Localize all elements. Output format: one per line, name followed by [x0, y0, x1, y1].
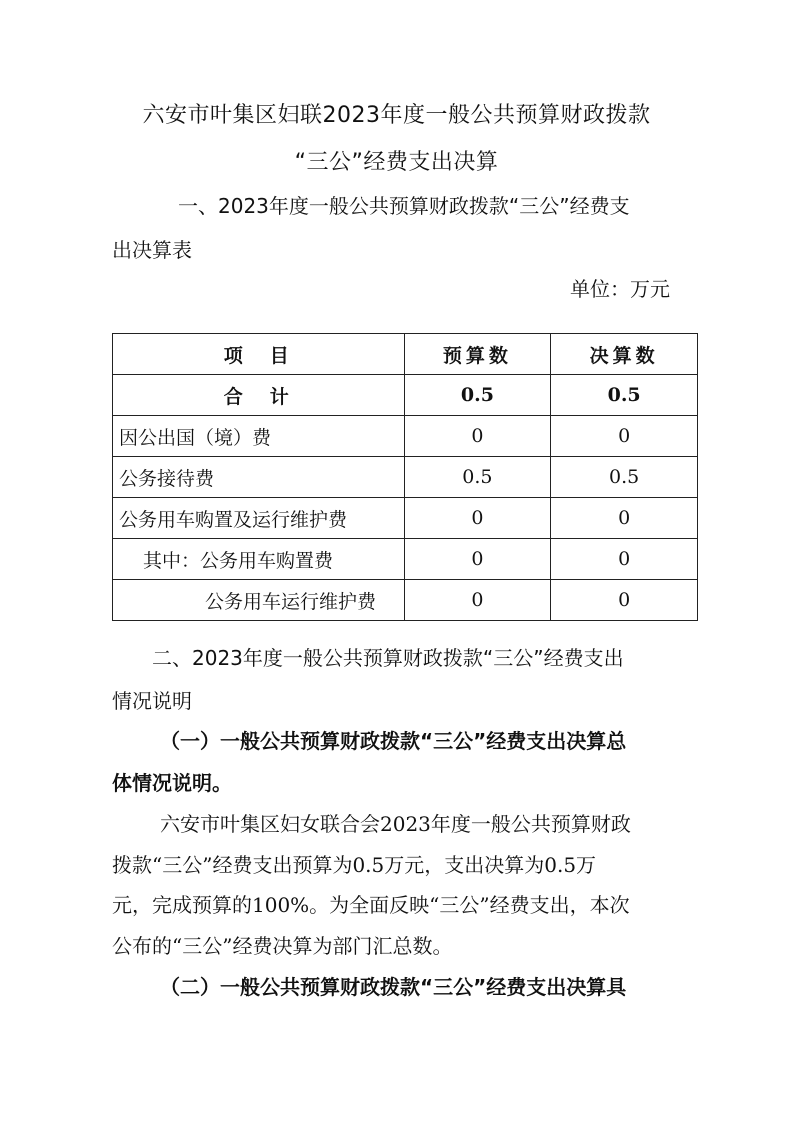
table-total-row — [113, 375, 698, 416]
row-label: 其中：公务用车购置费 — [113, 539, 405, 580]
paragraph-line-3: 元，完成预算的100%。为全面反映“三公”经费支出，本次 — [112, 893, 630, 917]
three-public-expenses-table — [112, 333, 698, 621]
paragraph-line-2: 拨款“三公”经费支出预算为0.5万元，支出决算为0.5万 — [112, 853, 597, 877]
document-title-line-2: “三公”经费支出决算 — [294, 150, 499, 175]
total-label: 合 计 — [113, 375, 405, 416]
row-budget: 0.5 — [404, 457, 551, 498]
section-2-heading-line-2: 情况说明 — [112, 689, 192, 713]
section-1-heading-line-1: 一、2023年度一般公共预算财政拨款“三公”经费支 — [178, 194, 630, 218]
header-item: 项 目 — [113, 334, 405, 375]
section-1-heading-line-2: 出决算表 — [112, 238, 192, 262]
subsection-1-heading-line-2: 体情况说明。 — [112, 771, 232, 795]
row-label: 公务用车运行维护费 — [113, 580, 405, 621]
table-row — [113, 416, 698, 457]
total-budget: 0.5 — [404, 375, 551, 416]
subsection-1-heading-line-1: （一）一般公共预算财政拨款“三公”经费支出决算总 — [160, 729, 627, 753]
row-label: 因公出国（境）费 — [113, 416, 405, 457]
row-final: 0 — [551, 580, 698, 621]
row-final: 0.5 — [551, 457, 698, 498]
row-budget: 0 — [404, 416, 551, 457]
header-budget: 预算数 — [404, 334, 551, 375]
row-budget: 0 — [404, 498, 551, 539]
document-title-line-1: 六安市叶集区妇联2023年度一般公共预算财政拨款 — [142, 103, 651, 128]
paragraph-line-4: 公布的“三公”经费决算为部门汇总数。 — [112, 934, 453, 958]
row-final: 0 — [551, 539, 698, 580]
row-label: 公务接待费 — [113, 457, 405, 498]
section-2-heading-line-1: 二、2023年度一般公共预算财政拨款“三公”经费支出 — [152, 646, 624, 670]
table-row — [113, 457, 698, 498]
row-budget: 0 — [404, 539, 551, 580]
subsection-2-heading-line-1: （二）一般公共预算财政拨款“三公”经费支出决算具 — [160, 975, 627, 999]
row-final: 0 — [551, 498, 698, 539]
row-budget: 0 — [404, 580, 551, 621]
total-final: 0.5 — [551, 375, 698, 416]
table-row — [113, 580, 698, 621]
unit-label: 单位：万元 — [570, 277, 670, 301]
row-label: 公务用车购置及运行维护费 — [113, 498, 405, 539]
table-row — [113, 498, 698, 539]
paragraph-line-1: 六安市叶集区妇女联合会2023年度一般公共预算财政 — [160, 812, 631, 836]
table-header-row — [113, 334, 698, 375]
row-final: 0 — [551, 416, 698, 457]
table-row — [113, 539, 698, 580]
header-final: 决算数 — [551, 334, 698, 375]
